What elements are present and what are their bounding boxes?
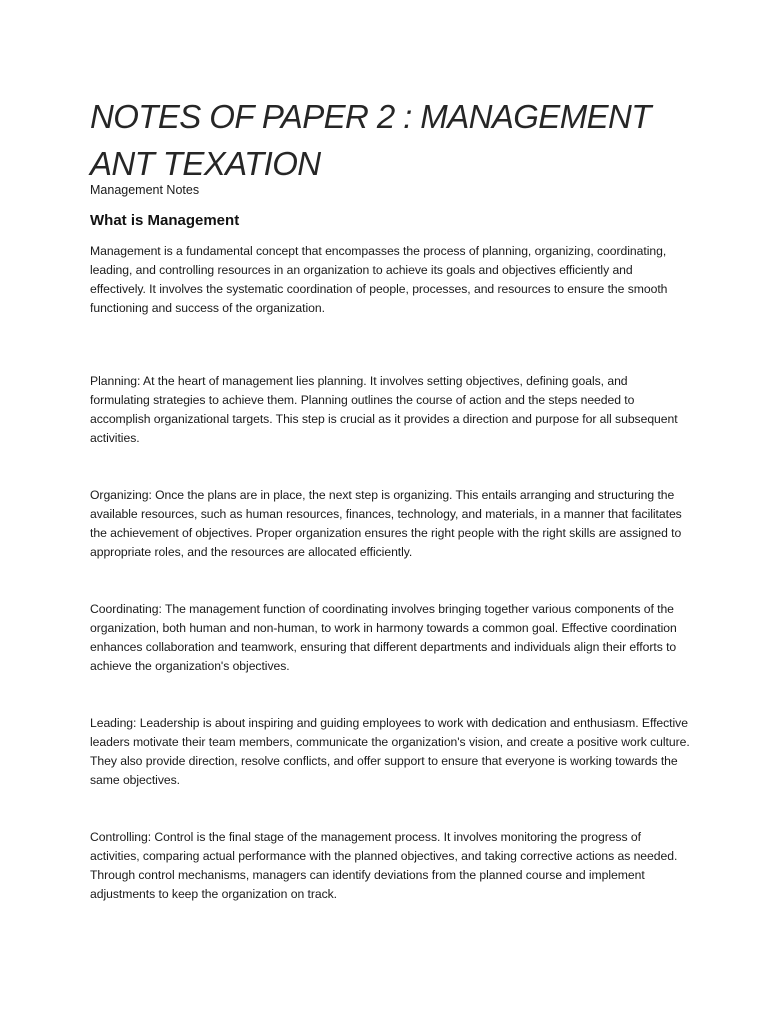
document-title: NOTES OF PAPER 2 : MANAGEMENT ANT TEXATION xyxy=(90,98,651,182)
planning-paragraph: Planning: At the heart of management lies planning. It involves setting objectives, defining goals, and formulating strategies to achieve them. Planning outlines the course of action and the steps needed to accomplish organizational targets. This step is crucial as it provides a direction and purpose for all subsequent activities. xyxy=(90,374,678,445)
document-page xyxy=(90,0,690,1024)
section-heading: What is Management xyxy=(90,212,240,229)
document-subtitle: Management Notes xyxy=(90,183,200,197)
controlling-paragraph: Controlling: Control is the final stage of the management process. It involves monitoring the progress of activities, comparing actual performance with the planned objectives, and taking corrective actions as needed. Through control mechanisms, managers can identify deviations from the planned course and implement adjustments to keep the organization on track. xyxy=(90,830,678,901)
intro-paragraph: Management is a fundamental concept that encompasses the process of planning, organizing, coordinating, leading, and controlling resources in an organization to achieve its goals and objectives efficiently and effectively. It involves the systematic coordination of people, processes, and resources to ensure the smooth functioning and success of the organization. xyxy=(90,244,668,315)
organizing-paragraph: Organizing: Once the plans are in place, the next step is organizing. This entails arranging and structuring the available resources, such as human resources, finances, technology, and materials, in a manner that facilitates the achievement of objectives. Proper organization ensures the right people with the right skills are assigned to appropriate roles, and the resources are allocated efficiently. xyxy=(90,488,682,559)
coordinating-paragraph: Coordinating: The management function of coordinating involves bringing together various components of the organization, both human and non-human, to work in harmony towards a common goal. Effective coordination enhances collaboration and teamwork, ensuring that different departments and individuals align their efforts to achieve the organization's objectives. xyxy=(90,602,677,673)
leading-paragraph: Leading: Leadership is about inspiring and guiding employees to work with dedication and enthusiasm. Effective leaders motivate their team members, communicate the organization's vision, and create a positive work culture. They also provide direction, resolve conflicts, and offer support to ensure that everyone is working towards the same objectives. xyxy=(90,716,690,787)
